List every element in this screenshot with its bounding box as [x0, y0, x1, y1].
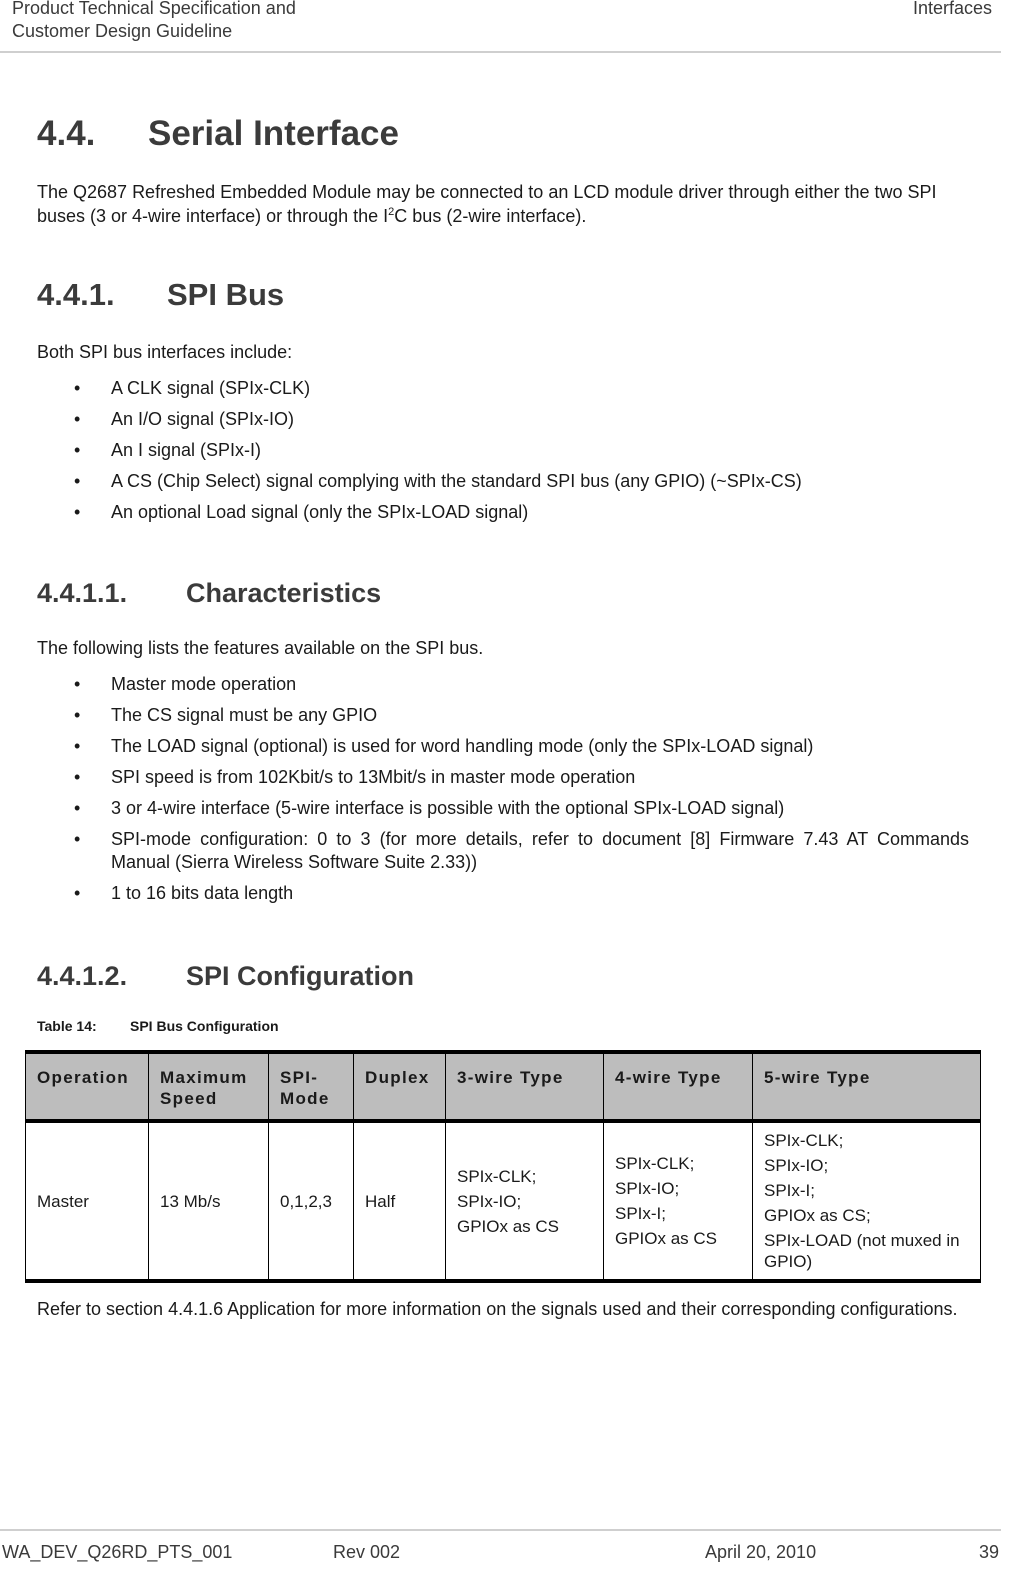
table-label: Table 14: [37, 1018, 97, 1034]
column-header: 3-wire Type [446, 1052, 604, 1121]
configuration-heading [37, 959, 414, 993]
cell-4wire: SPIx-CLK; SPIx-IO; SPIx-I; GPIOx as CS [604, 1121, 753, 1281]
column-header: 4-wire Type [604, 1052, 753, 1121]
table-row [26, 1121, 981, 1281]
list-item: • 3 or 4-wire interface (5-wire interface is possible with the optional SPIx-LOAD signal) [74, 798, 785, 818]
configuration-title: SPI Configuration [186, 961, 414, 991]
table-caption [37, 1018, 279, 1034]
cell-operation: Master [26, 1121, 149, 1281]
list-item: • 1 to 16 bits data length [74, 883, 294, 903]
column-header: SPI-Mode [269, 1052, 354, 1121]
section-title: Serial Interface [148, 114, 399, 153]
page-header [0, 0, 1001, 53]
cell-duplex: Half [354, 1121, 446, 1281]
intro-paragraph [37, 180, 969, 228]
bullet-icon: • [74, 736, 81, 756]
bullet-icon: • [74, 767, 81, 787]
cell-mode: 0,1,2,3 [269, 1121, 354, 1281]
column-header: Duplex [354, 1052, 446, 1121]
subsection-title: SPI Bus [167, 277, 285, 312]
characteristics-list [37, 673, 969, 913]
list-item: • SPI speed is from 102Kbit/s to 13Mbit/s in master mode operation [74, 767, 636, 787]
configuration-note: Refer to section 4.4.1.6 Application for more information on the signals used and their corresponding configurations. [37, 1299, 958, 1319]
bullet-icon: • [74, 705, 81, 725]
list-item: • The CS signal must be any GPIO [74, 705, 378, 725]
cell-3wire: SPIx-CLK; SPIx-IO; GPIOx as CS [446, 1121, 604, 1281]
characteristics-number: 4.4.1.1. [37, 578, 128, 608]
intro-text-part2: C bus (2-wire interface). [394, 206, 587, 226]
table-header-row [26, 1052, 981, 1121]
intro-superscript: 2 [388, 206, 395, 218]
section-heading [37, 112, 399, 156]
column-header: Maximum Speed [149, 1052, 269, 1121]
page-footer [0, 1529, 1001, 1585]
column-header: 5-wire Type [753, 1052, 981, 1121]
spi-intro-text: Both SPI bus interfaces include: [37, 342, 293, 362]
subsection-number: 4.4.1. [37, 277, 115, 312]
header-chapter: Interfaces [912, 0, 992, 18]
characteristics-intro: The following lists the features available on the SPI bus. [37, 638, 484, 658]
bullet-icon: • [74, 883, 81, 903]
bullet-icon: • [74, 409, 81, 429]
intro-text-part1: The Q2687 Refreshed Embedded Module may be connected to an LCD module driver through either the two SPI buses (3 or 4-wire interface) or through the I [37, 182, 937, 226]
cell-5wire: SPIx-CLK; SPIx-IO; SPIx-I; GPIOx as CS; SPIx-LOAD (not muxed in GPIO) [753, 1121, 981, 1281]
spi-signal-list [37, 377, 969, 532]
section-number: 4.4. [37, 114, 96, 153]
list-item: • A CLK signal (SPIx-CLK) [74, 378, 311, 398]
bullet-icon: • [74, 798, 81, 818]
configuration-number: 4.4.1.2. [37, 961, 128, 991]
subsection-heading [37, 275, 284, 315]
header-title-line1: Product Technical Specification and [12, 0, 296, 18]
bullet-icon: • [74, 440, 81, 460]
bullet-icon: • [74, 502, 81, 522]
footer-revision: Rev 002 [333, 1542, 401, 1562]
bullet-icon: • [74, 829, 81, 849]
footer-page-number: 39 [978, 1542, 999, 1562]
bullet-icon: • [74, 378, 81, 398]
table-title: SPI Bus Configuration [130, 1018, 279, 1034]
column-header: Operation [26, 1052, 149, 1121]
list-item: • The LOAD signal (optional) is used for word handling mode (only the SPIx-LOAD signal) [74, 736, 814, 756]
footer-date: April 20, 2010 [705, 1542, 817, 1562]
list-item: • An I signal (SPIx-I) [74, 440, 262, 460]
list-item: • SPI-mode configuration: 0 to 3 (for more details, refer to document [8] Firmware 7.43 AT Commands Manual (Sierra Wireless Software Suite 2.33)) [74, 829, 969, 872]
header-document-title [12, 0, 296, 43]
spi-config-table [25, 1050, 981, 1283]
header-title-line2: Customer Design Guideline [12, 21, 233, 41]
footer-doc-id: WA_DEV_Q26RD_PTS_001 [2, 1542, 233, 1562]
list-item: • An optional Load signal (only the SPIx-LOAD signal) [74, 502, 529, 522]
bullet-icon: • [74, 471, 81, 491]
bullet-icon: • [74, 674, 81, 694]
list-item: • A CS (Chip Select) signal complying with the standard SPI bus (any GPIO) (~SPIx-CS) [74, 471, 802, 491]
cell-speed: 13 Mb/s [149, 1121, 269, 1281]
characteristics-heading [37, 576, 381, 610]
characteristics-title: Characteristics [186, 578, 382, 608]
list-item: • An I/O signal (SPIx-IO) [74, 409, 295, 429]
list-item: • Master mode operation [74, 674, 297, 694]
